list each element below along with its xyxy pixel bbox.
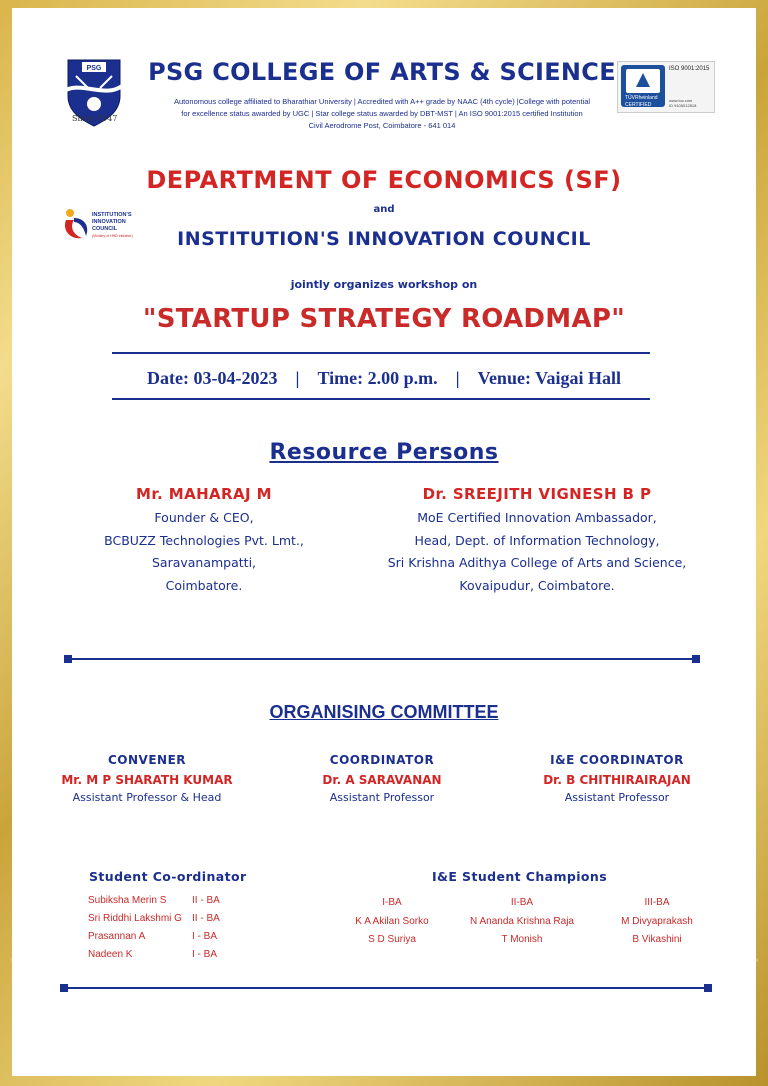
event-time: Time: 2.00 p.m. bbox=[317, 368, 438, 388]
college-name: PSG COLLEGE OF ARTS & SCIENCE bbox=[148, 58, 616, 86]
committee-name: Dr. B CHITHIRAIRAJAN bbox=[543, 773, 691, 787]
jointly-organizes-text: jointly organizes workshop on bbox=[290, 278, 478, 291]
tuv-id: ID 9105012818 bbox=[669, 103, 697, 108]
champions-class: I-BA bbox=[382, 897, 402, 908]
resource-person-name: Dr. SREEJITH VIGNESH B P bbox=[422, 485, 652, 503]
college-address: Civil Aerodrome Post, Coimbatore - 641 014 bbox=[308, 121, 456, 130]
champions-column-1 bbox=[332, 894, 452, 950]
champions-class: III-BA bbox=[644, 897, 670, 908]
champions-class: II-BA bbox=[510, 897, 534, 908]
event-venue: Venue: Vaigai Hall bbox=[477, 368, 621, 388]
resource-person-line: BCBUZZ Technologies Pvt. Lmt., bbox=[104, 532, 304, 548]
iic-logo-sub: (Ministry of HRD Initiative) bbox=[92, 234, 133, 238]
student-name: Prasannan A bbox=[88, 931, 146, 942]
committee-role: I&E COORDINATOR bbox=[550, 753, 684, 767]
department-title: DEPARTMENT OF ECONOMICS (SF) bbox=[146, 166, 622, 194]
tuv-certification-badge bbox=[617, 61, 715, 113]
info-separator-2: | bbox=[455, 368, 460, 388]
tuv-label: CERTIFIED bbox=[625, 102, 652, 108]
committee-convener bbox=[52, 753, 242, 804]
champions-column-2 bbox=[452, 894, 592, 950]
committee-coordinator bbox=[287, 753, 477, 804]
committee-designation: Assistant Professor & Head bbox=[72, 791, 222, 804]
champion-name: B Vikashini bbox=[632, 934, 682, 945]
student-class: I - BA bbox=[192, 931, 218, 942]
event-info-line bbox=[12, 368, 756, 389]
tuv-url: www.tuv.com bbox=[669, 98, 693, 103]
resource-persons-title: Resource Persons bbox=[269, 440, 499, 465]
iic-logo-text-1: INSTITUTION'S bbox=[92, 212, 132, 218]
committee-ie-coordinator bbox=[517, 753, 717, 804]
champion-name: T Monish bbox=[501, 934, 543, 945]
iic-title: INSTITUTION'S INNOVATION COUNCIL bbox=[177, 228, 591, 250]
bottom-divider bbox=[64, 987, 708, 989]
champion-name: M Divyaprakash bbox=[621, 915, 693, 927]
committee-role: CONVENER bbox=[107, 753, 186, 767]
champion-name: S D Suriya bbox=[368, 934, 416, 945]
resource-person-name: Mr. MAHARAJ M bbox=[136, 485, 272, 503]
college-subtitle-line-2: for excellence status awarded by UGC | Star college status awarded by DBT-MST | An ISO 9001:2015 certified Institution bbox=[181, 109, 583, 118]
committee-name: Mr. M P SHARATH KUMAR bbox=[61, 773, 233, 787]
tuv-logo-icon bbox=[621, 65, 665, 107]
svg-text:PSG: PSG bbox=[86, 65, 102, 72]
organising-committee-title: ORGANISING COMMITTEE bbox=[269, 702, 499, 722]
poster-content bbox=[12, 8, 756, 1076]
student-row bbox=[88, 913, 220, 924]
divider-square-right bbox=[692, 655, 700, 663]
info-top-rule bbox=[112, 352, 650, 354]
student-name: Subiksha Merin S bbox=[88, 895, 167, 906]
info-separator-1: | bbox=[295, 368, 300, 388]
student-row bbox=[88, 895, 220, 906]
committee-role: COORDINATOR bbox=[329, 753, 435, 767]
resource-person-line: Founder & CEO, bbox=[154, 510, 254, 525]
resource-person-line: Kovaipudur, Coimbatore. bbox=[459, 577, 615, 593]
student-coordinator-title: Student Co-ordinator bbox=[89, 869, 247, 884]
ie-champions-title: I&E Student Champions bbox=[432, 869, 608, 884]
student-name: Nadeen K bbox=[88, 949, 133, 960]
committee-designation: Assistant Professor bbox=[329, 791, 435, 804]
resource-person-1 bbox=[64, 485, 344, 597]
student-row bbox=[88, 949, 217, 960]
college-subtitle-line-1: Autonomous college affiliated to Bharathiar University | Accredited with A++ grade by NAAC (4th cycle) |College with potential bbox=[173, 97, 591, 106]
since-year: Since 1947 bbox=[72, 114, 118, 123]
tuv-brand: TÜVRheinland bbox=[625, 95, 658, 101]
student-name: Sri Riddhi Lakshmi G bbox=[88, 913, 182, 924]
student-class: II - BA bbox=[192, 895, 220, 906]
student-row bbox=[88, 931, 217, 942]
resource-person-line: MoE Certified Innovation Ambassador, bbox=[417, 510, 657, 525]
committee-designation: Assistant Professor bbox=[564, 791, 670, 804]
bottom-divider-square-left bbox=[60, 984, 68, 992]
workshop-title: "STARTUP STRATEGY ROADMAP" bbox=[142, 304, 626, 334]
bottom-divider-square-right bbox=[704, 984, 712, 992]
student-class: I - BA bbox=[192, 949, 218, 960]
champion-name: N Ananda Krishna Raja bbox=[470, 915, 574, 927]
resource-person-line: Head, Dept. of Information Technology, bbox=[414, 532, 660, 548]
student-class: II - BA bbox=[192, 913, 220, 924]
resource-person-line: Sri Krishna Adithya College of Arts and Science, bbox=[387, 555, 687, 570]
iic-logo-text-2: INNOVATION bbox=[92, 219, 126, 225]
resource-person-line: Saravanampatti, bbox=[151, 555, 257, 570]
and-text: and bbox=[373, 204, 395, 215]
committee-name: Dr. A SARAVANAN bbox=[322, 773, 442, 787]
divider-square-left bbox=[64, 655, 72, 663]
info-bottom-rule bbox=[112, 398, 650, 400]
champion-name: K A Akilan Sorko bbox=[355, 915, 429, 927]
iso-label: ISO 9001:2015 bbox=[669, 66, 710, 72]
resource-person-line: Coimbatore. bbox=[165, 577, 243, 593]
section-divider bbox=[68, 658, 696, 660]
champions-column-3 bbox=[592, 894, 722, 950]
resource-person-2 bbox=[367, 485, 707, 597]
iic-logo-text-3: COUNCIL bbox=[92, 226, 118, 232]
event-date: Date: 03-04-2023 bbox=[147, 368, 278, 388]
